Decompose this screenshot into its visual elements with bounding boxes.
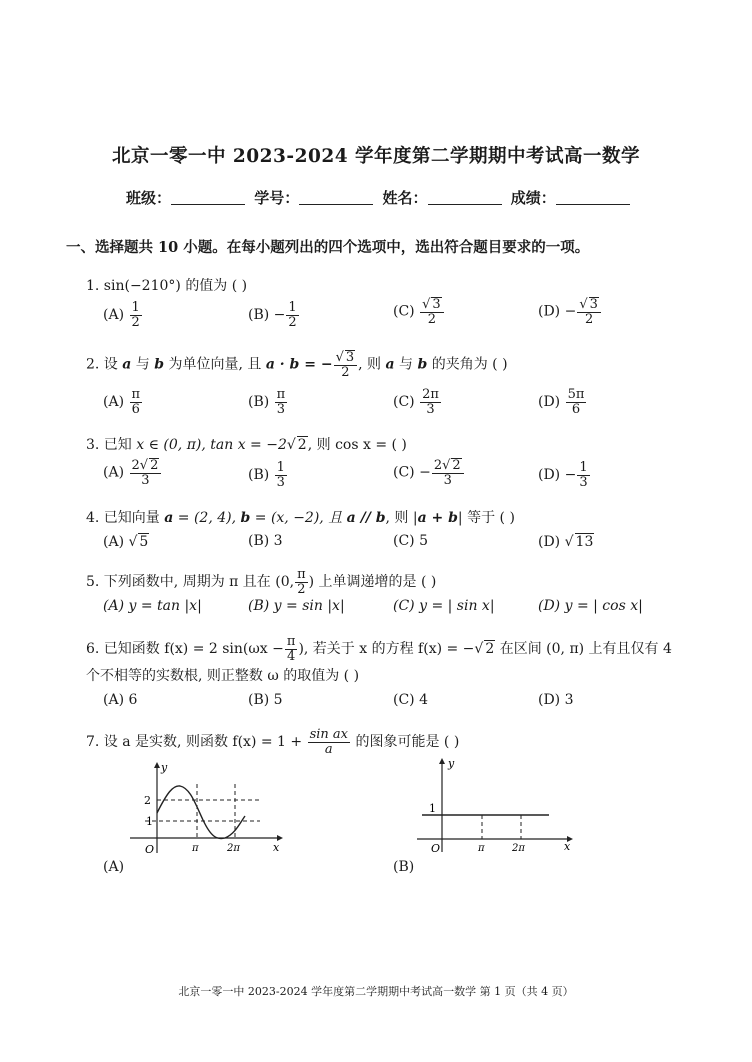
question-4-stem: 4. 已知向量 a = (2, 4), b = (x, −2), 且 a // b, 则 |a + b| 等于 ( ): [86, 510, 515, 526]
question-2-option-c: (C) $\frac{2\pi}{3}$: [393, 387, 439, 417]
page-footer: 北京一零一中 2023-2024 学年度第二学期期中考试高一数学 第 1 页（共 4 页）: [178, 985, 574, 998]
question-4-option-b: (B) 3: [248, 533, 283, 549]
question-6-option-b: (B) 5: [248, 692, 283, 708]
question-5-option-b: (B) y = sin |x|: [248, 598, 345, 614]
question-6-stem-line-2: 个不相等的实数根, 则正整数 ω 的取值为 ( ): [86, 668, 360, 684]
question-6-option-d: (D) 3: [538, 692, 574, 708]
y-label: y: [161, 761, 168, 774]
question-2-option-b: (B) $\frac{\pi}{3}$: [248, 387, 286, 417]
question-5-stem: 5. 下列函数中, 周期为 π 且在 (0, $\frac{\pi}{2}$ ) 上单调递增的是 ( ): [86, 567, 437, 597]
question-1-option-c: (C) $\frac{√ 3}{2}$: [393, 297, 445, 326]
x-label: x: [564, 840, 571, 853]
question-2-option-a: (A) $\frac{\pi}{6}$: [103, 387, 141, 417]
origin-label: O: [145, 843, 155, 856]
question-1-stem: 1. sin(−210°) 的值为 ( ): [86, 278, 248, 294]
origin-label: O: [431, 842, 441, 855]
tick-1-label: 1: [429, 802, 436, 815]
student-info-line: [126, 187, 634, 208]
y-label: y: [448, 757, 455, 770]
y-axis-arrow: [154, 762, 160, 768]
tick-2-label: 2: [144, 794, 151, 807]
question-3-option-b: (B) $\frac{1}{3}$: [248, 460, 285, 490]
class-label: 班级：: [126, 189, 172, 207]
question-1-option-a: (A) $\frac{1}{2}$: [103, 300, 140, 330]
question-2-option-d: (D) $\frac{5\pi}{6}$: [538, 387, 585, 417]
question-4-option-a: (A) √ 5: [103, 534, 149, 550]
y-axis-arrow: [439, 758, 445, 764]
question-1-option-b: (B) − $\frac{1}{2}$: [248, 300, 297, 330]
question-3-stem: 3. 已知 x ∈ (0, π), tan x = −2√ 2, 则 cos x = ( ): [86, 437, 407, 453]
tick-pi-label: π: [478, 843, 485, 854]
question-4-option-c: (C) 5: [393, 533, 428, 549]
question-3-option-a: (A) $\frac{2√ 2}{3}$: [103, 458, 162, 487]
score-blank[interactable]: [556, 190, 630, 205]
question-2-stem: 2. 设 a 与 b 为单位向量, 且 a · b = − $\frac{√ 3}{2}$ , 则 a 与 b 的夹角为 ( ): [86, 350, 508, 380]
question-6-stem-line-1: 6. 已知函数 f(x) = 2 sin(ωx − $\frac{\pi}{4}$ ), 若关于 x 的方程 f(x) = −√ 2 在区间 (0, π) 上有且仅有 4: [86, 634, 672, 664]
graph-option-b: [412, 752, 582, 857]
question-3-option-d: (D) − $\frac{1}{3}$: [538, 460, 588, 490]
page-title: 北京一零一中 2023-2024 学年度第二学期期中考试高一数学: [111, 146, 641, 167]
section-heading: 一、选择题共 10 小题。在每小题列出的四个选项中，选出符合题目要求的一项。: [66, 239, 590, 256]
tick-1-label: 1: [146, 815, 153, 828]
x-label: x: [273, 841, 280, 854]
question-3-option-c: (C) − $\frac{2√ 2}{3}$: [393, 458, 465, 487]
question-7-option-a: (A): [103, 859, 125, 875]
question-7-option-b: (B): [393, 859, 415, 875]
tick-2pi-label: 2π: [227, 843, 240, 854]
question-1-option-d: (D) − $\frac{√ 3}{2}$: [538, 297, 602, 326]
question-4-option-d: (D) √ 13: [538, 534, 594, 550]
graph-option-a: [125, 758, 290, 858]
id-label: 学号：: [254, 189, 300, 207]
question-5-option-d: (D) y = | cos x|: [538, 598, 643, 614]
question-6-option-c: (C) 4: [393, 692, 428, 708]
name-blank[interactable]: [428, 190, 502, 205]
class-blank[interactable]: [171, 190, 245, 205]
id-blank[interactable]: [299, 190, 373, 205]
question-5-option-c: (C) y = | sin x|: [393, 598, 495, 614]
tick-2pi-label: 2π: [512, 843, 525, 854]
sine-curve: [157, 786, 245, 839]
score-label: 成绩：: [510, 189, 556, 207]
question-5-option-a: (A) y = tan |x|: [103, 598, 202, 614]
question-6-option-a: (A) 6: [103, 692, 138, 708]
tick-pi-label: π: [192, 843, 199, 854]
question-7-stem: 7. 设 a 是实数, 则函数 f(x) = 1 + $\frac{\text{sin ax}}{a}$ 的图象可能是 ( ): [86, 727, 460, 757]
name-label: 姓名：: [382, 189, 428, 207]
